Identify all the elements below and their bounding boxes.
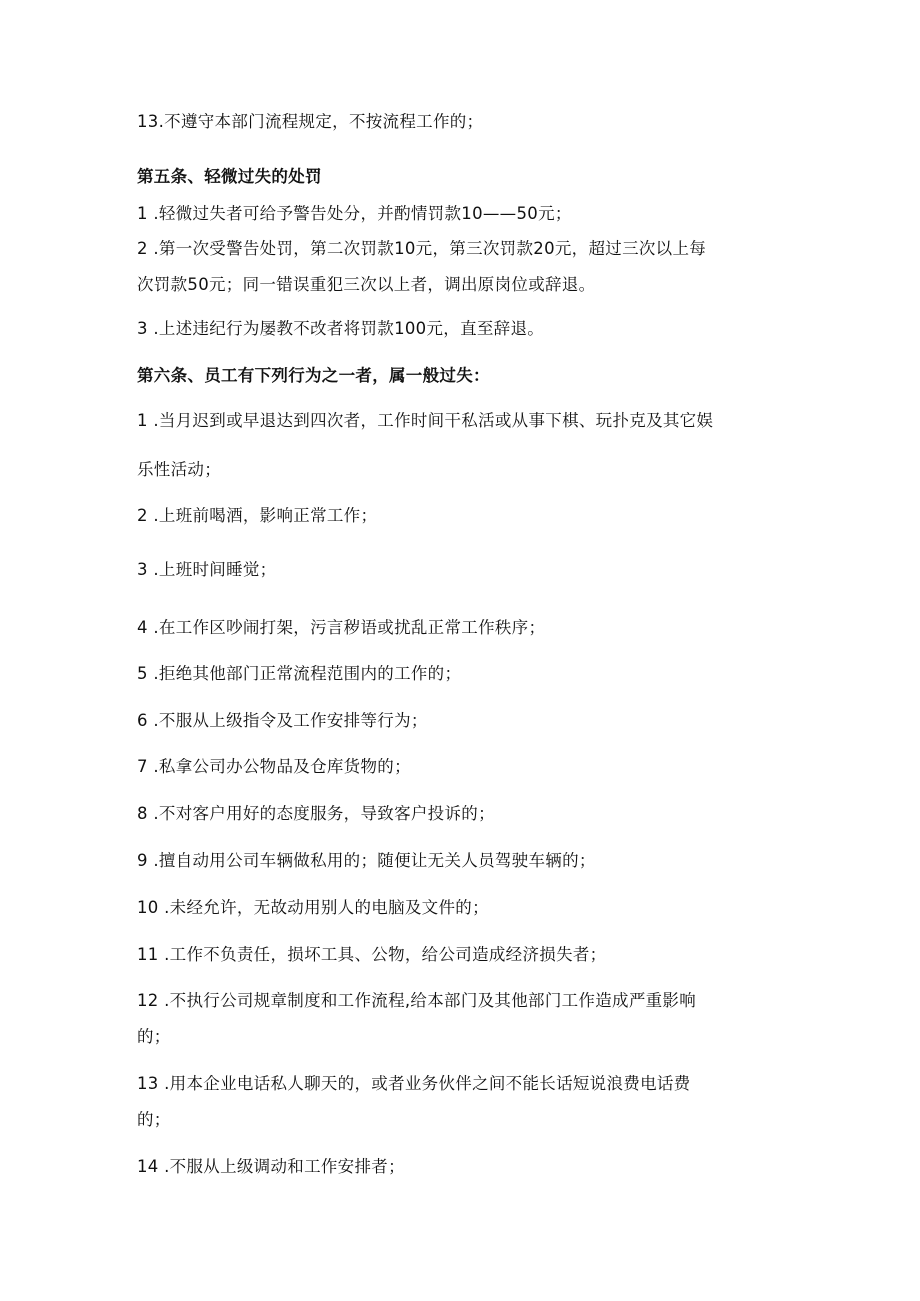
text-line: 1 .轻微过失者可给予警告处分，并酌情罚款10——50元； xyxy=(137,204,572,223)
text-line: 的； xyxy=(137,1110,171,1129)
text-line: 3 .上述违纪行为屡教不改者将罚款100元，直至辞退。 xyxy=(137,319,545,338)
section-heading: 第五条、轻微过失的处罚 xyxy=(137,167,322,186)
text-line: 8 .不对客户用好的态度服务，导致客户投诉的； xyxy=(137,804,495,823)
text-line: 10 .未经允许，无故动用别人的电脑及文件的； xyxy=(137,898,489,917)
text-line: 乐性活动； xyxy=(137,460,221,479)
text-line: 7 .私拿公司办公物品及仓库货物的； xyxy=(137,757,411,776)
text-line: 11 .工作不负责任，损坏工具、公物，给公司造成经济损失者； xyxy=(137,945,607,964)
text-line: 13.不遵守本部门流程规定，不按流程工作的； xyxy=(137,112,484,131)
text-line: 次罚款50元；同一错误重犯三次以上者，调出原岗位或辞退。 xyxy=(137,275,596,294)
text-line: 2 .上班前喝酒，影响正常工作； xyxy=(137,506,378,525)
text-line: 5 .拒绝其他部门正常流程范围内的工作的； xyxy=(137,664,462,683)
text-line: 的； xyxy=(137,1027,171,1046)
text-line: 9 .擅自动用公司车辆做私用的；随便让无关人员驾驶车辆的； xyxy=(137,851,596,870)
section-heading: 第六条、员工有下列行为之一者，属一般过失： xyxy=(137,366,490,385)
text-line: 13 .用本企业电话私人聊天的，或者业务伙伴之间不能长话短说浪费电话费 xyxy=(137,1074,691,1093)
text-line: 14 .不服从上级调动和工作安排者； xyxy=(137,1157,405,1176)
text-line: 4 .在工作区吵闹打架，污言秽语或扰乱正常工作秩序； xyxy=(137,618,546,637)
text-line: 2 .第一次受警告处罚，第二次罚款10元，第三次罚款20元，超过三次以上每 xyxy=(137,239,707,258)
text-line: 1 .当月迟到或早退达到四次者，工作时间干私活或从事下棋、玩扑克及其它娱 xyxy=(137,411,714,430)
text-line: 3 .上班时间睡觉； xyxy=(137,560,277,579)
text-line: 6 .不服从上级指令及工作安排等行为； xyxy=(137,711,428,730)
text-line: 12 .不执行公司规章制度和工作流程,给本部门及其他部门工作造成严重影响 xyxy=(137,991,697,1010)
